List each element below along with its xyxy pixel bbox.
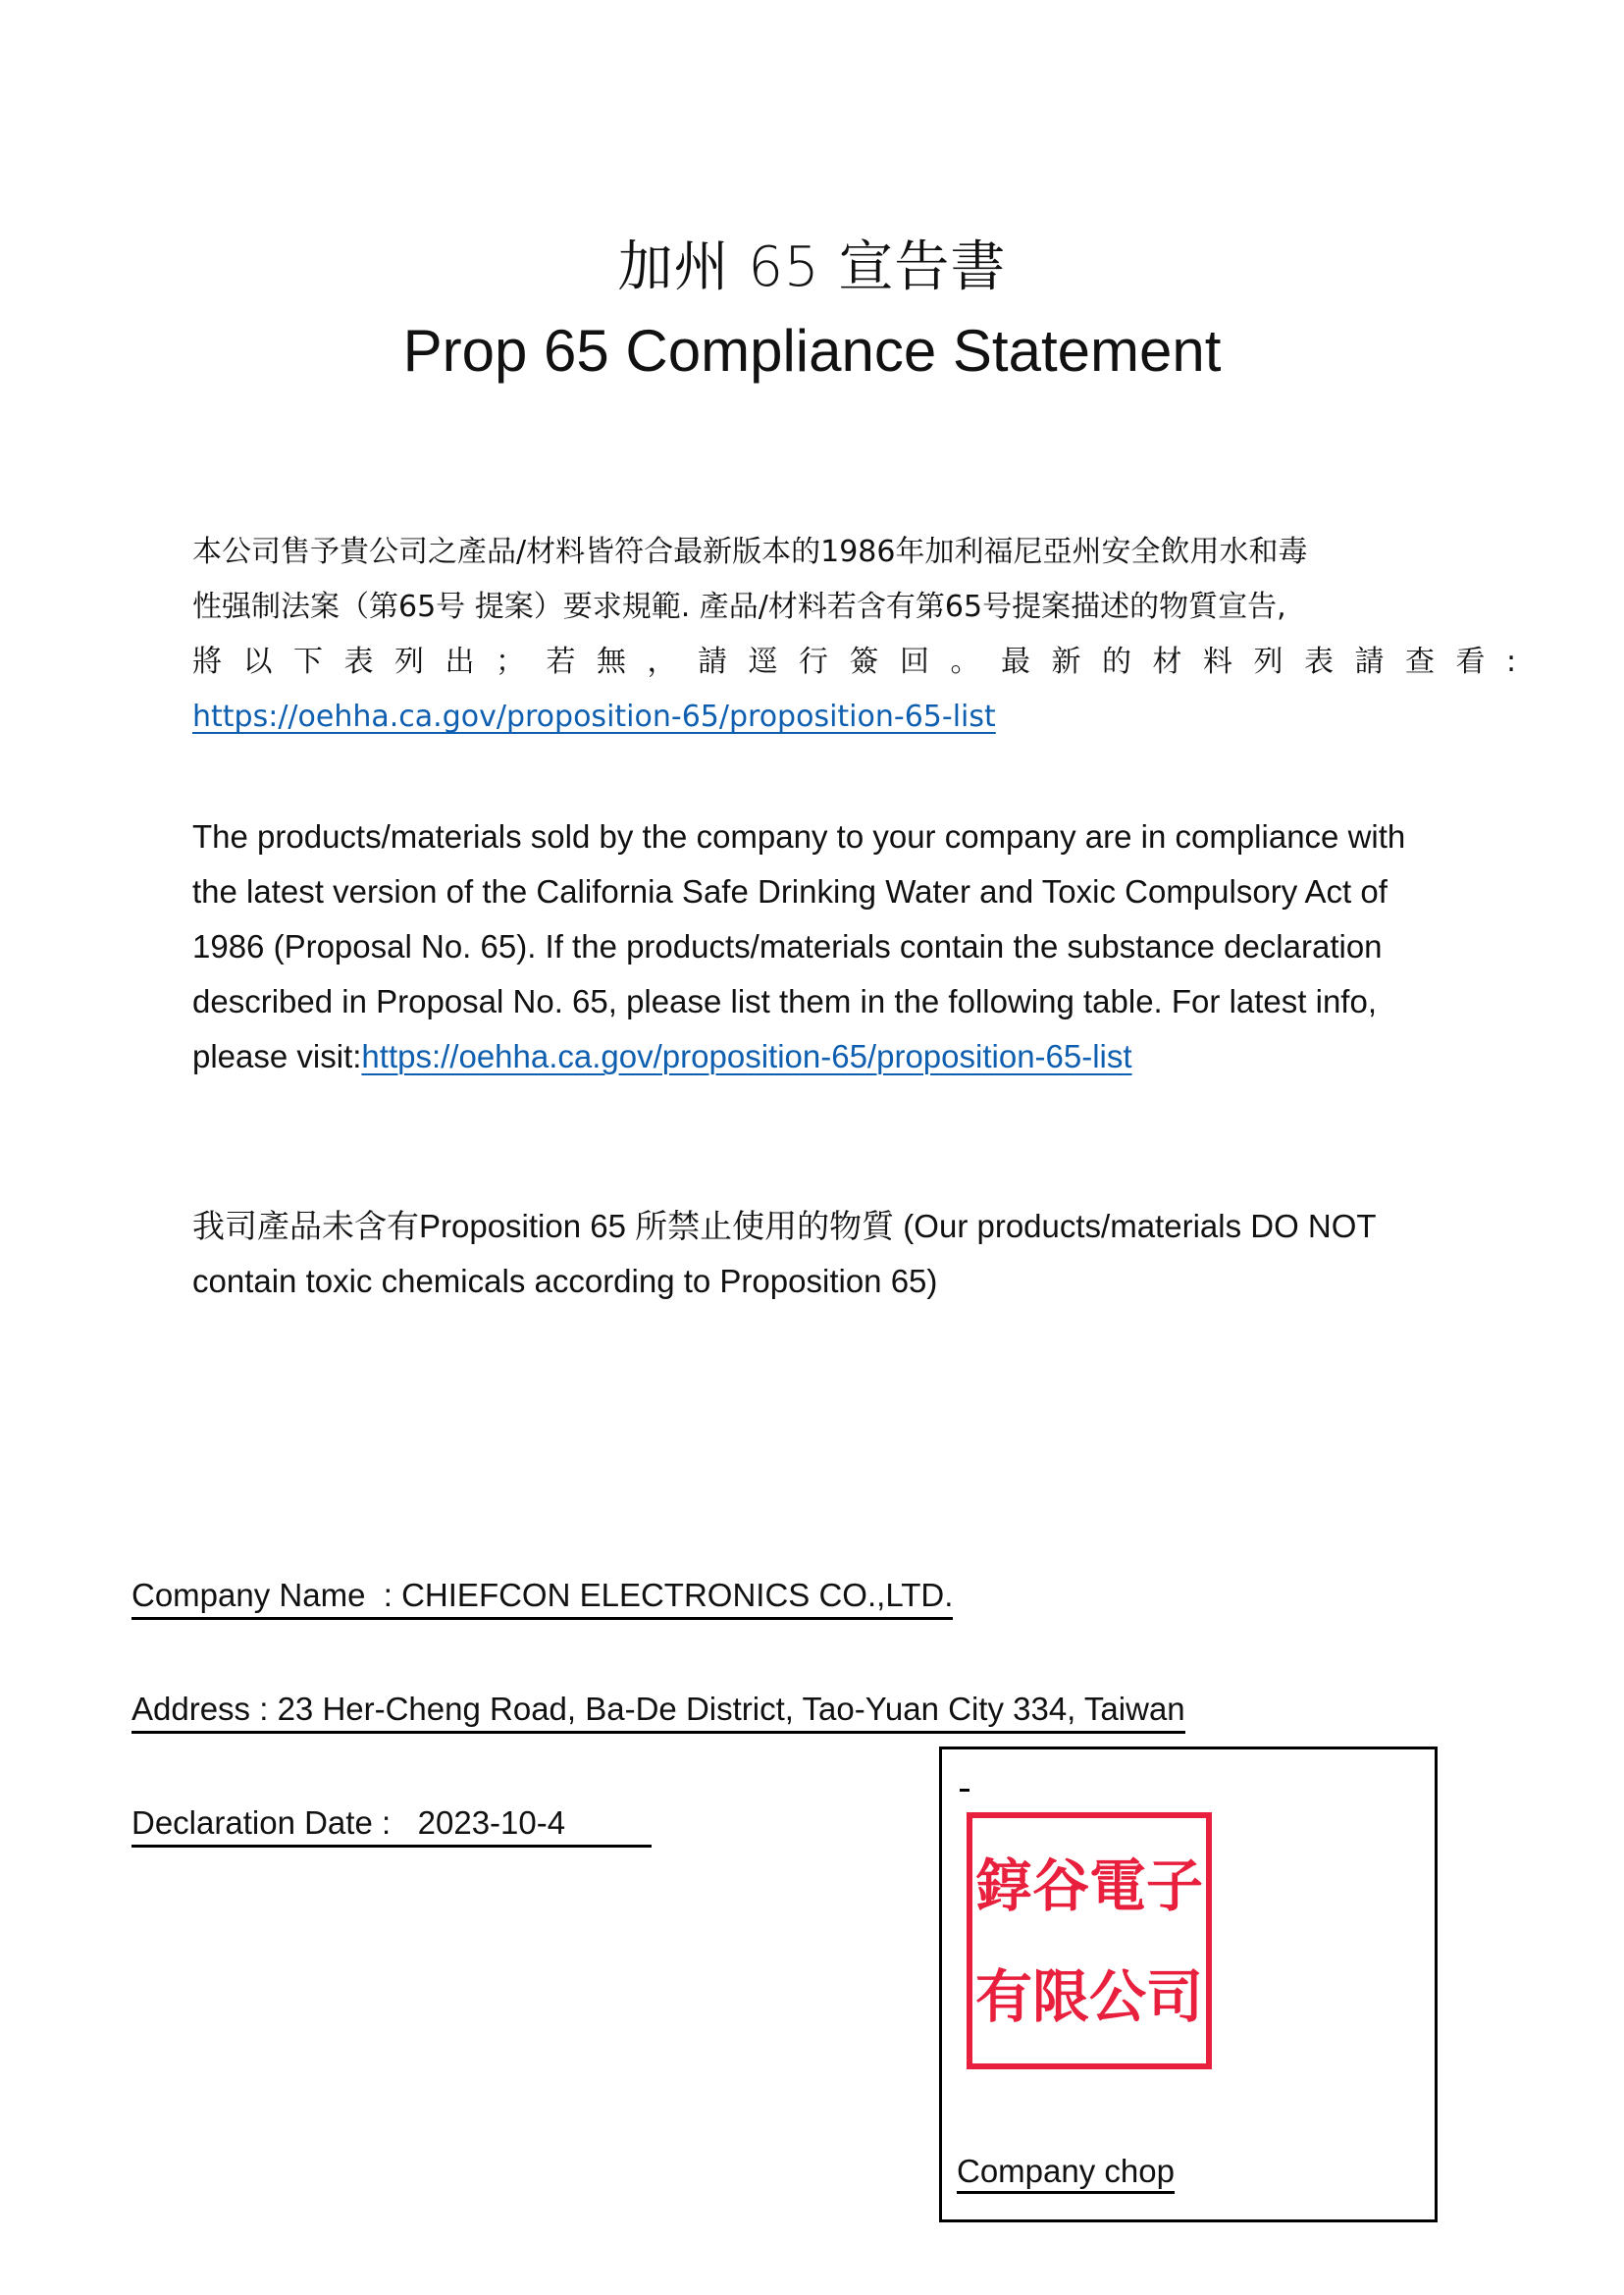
paragraph-english: [192, 809, 1435, 1084]
paragraph-chinese-line-2: 性强制法案（第65号 提案）要求規範. 產品/材料若含有第65号提案描述的物質宣告,: [192, 590, 1286, 624]
title-chinese: 加州 65 宣告書: [617, 235, 1007, 299]
paragraph-chinese-line-1: 本公司售予貴公司之產品/材料皆符合最新版本的1986年加利福尼亞州安全飲用水和毒: [192, 535, 1308, 569]
company-chop-label: Company chop: [957, 2152, 1175, 2194]
oehha-link-chinese[interactable]: https://oehha.ca.gov/proposition-65/proposition-65-list: [192, 700, 996, 734]
declaration-date-value: 2023-10-4: [417, 1804, 566, 1841]
compliance-note: 我司產品未含有Proposition 65 所禁止使用的物質 (Our products/materials DO NOT contain toxic chemicals according to Proposition 65): [192, 1208, 1376, 1299]
company-seal-stamp: [967, 1812, 1212, 2069]
title-english: Prop 65 Compliance Statement: [402, 318, 1222, 384]
declaration-date-label: Declaration Date :: [131, 1804, 418, 1841]
declaration-date-field: [131, 1801, 652, 1848]
paragraph-chinese-line-3: 將以下表列出；若無，請逕行簽回。最新的材料列表請查看:: [192, 645, 1538, 679]
company-name-field: Company Name : CHIEFCON ELECTRONICS CO.,LTD.: [131, 1574, 953, 1620]
stamp-row-1: 錞谷電子: [975, 1852, 1204, 1919]
paragraph-english-text: The products/materials sold by the company to your company are in compliance with the latest version of the California Safe Drinking Water and Toxic Compulsory Act of 1986 (Proposal No. 65). If the products/materials contain the substance declaration described in Proposal No. 65, please list them in the following table. For latest info, please visit:: [192, 818, 1406, 1074]
stamp-row-2: 有限公司: [975, 1962, 1204, 2030]
dash-mark: [960, 1789, 969, 1792]
paragraph-chinese: [192, 525, 1538, 745]
oehha-link-english[interactable]: https://oehha.ca.gov/proposition-65/proposition-65-list: [361, 1038, 1132, 1074]
company-chop-box: [939, 1747, 1438, 2222]
address-field: Address : 23 Her-Cheng Road, Ba-De District, Tao-Yuan City 334, Taiwan: [131, 1688, 1185, 1734]
